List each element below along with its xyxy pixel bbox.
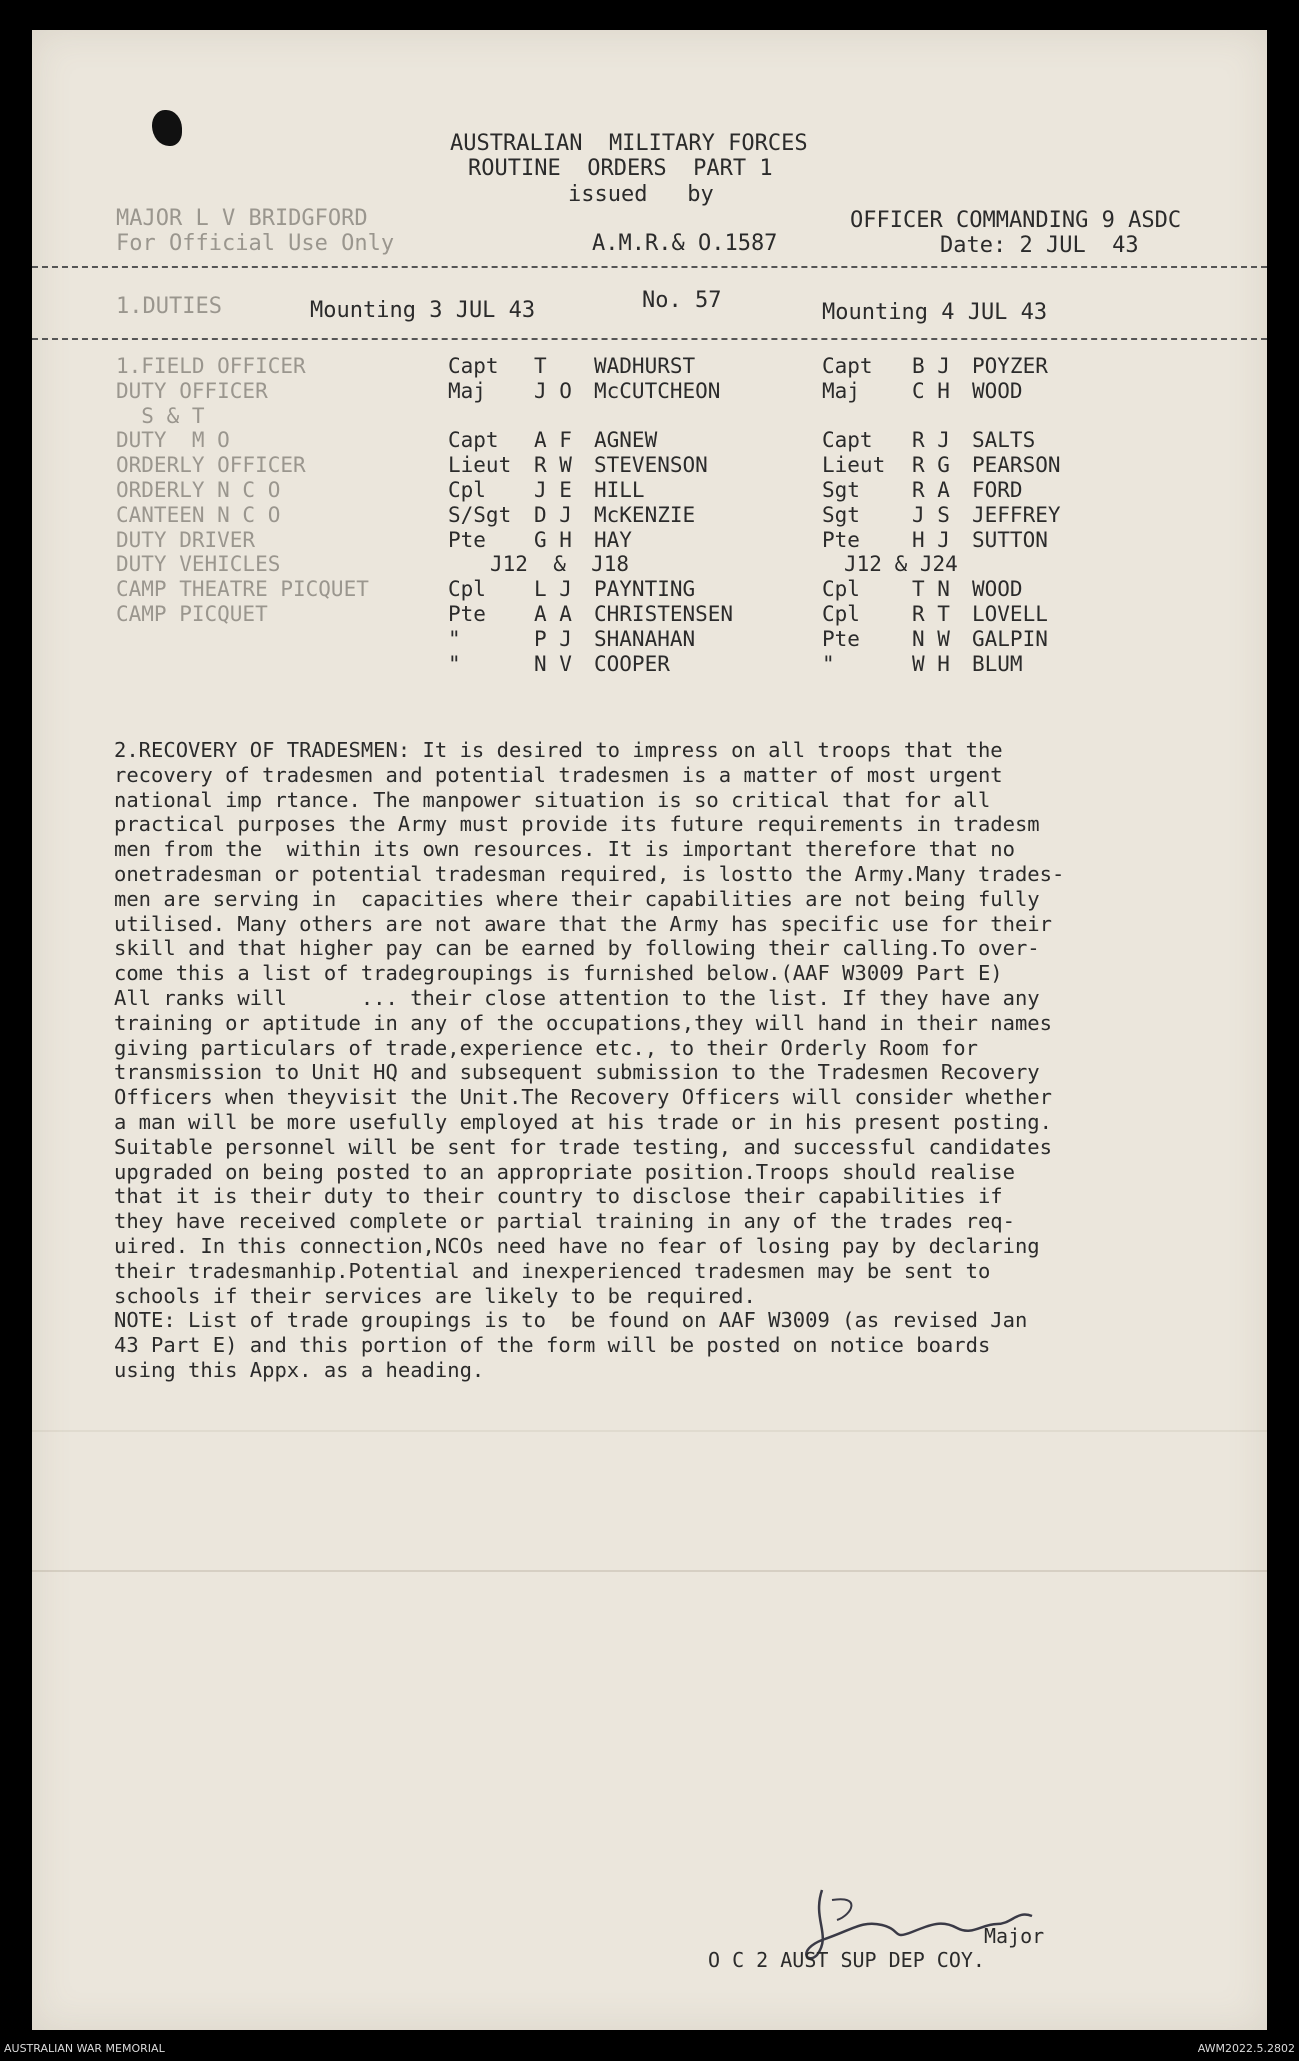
left-rank: S/Sgt <box>448 502 512 527</box>
recovery-of-tradesmen-section <box>114 738 1244 1383</box>
right-name: LOVELL <box>972 602 1048 626</box>
body-text-line: skill and that higher pay can be earned by following their calling.To over- <box>114 936 1040 961</box>
mounting-left: Mounting 3 JUL 43 <box>310 298 536 323</box>
duty-role: ORDERLY N C O <box>116 478 281 502</box>
body-text-line: Officers when theyvisit the Unit.The Recovery Officers will consider whether <box>114 1085 1052 1110</box>
right-initials: R J <box>912 428 950 453</box>
right-name: PEARSON <box>972 453 1061 478</box>
right-initials: B J <box>912 354 950 378</box>
officer-commanding: OFFICER COMMANDING 9 ASDC <box>850 208 1182 233</box>
left-initials: L J <box>534 577 572 602</box>
right-rank: Pte <box>822 626 860 651</box>
duty-role: ORDERLY OFFICER <box>116 453 306 478</box>
archive-caption: AUSTRALIAN WAR MEMORIAL <box>4 2042 165 2055</box>
right-name: JEFFREY <box>972 502 1061 527</box>
body-text-line: giving particulars of trade,experience etc., to their Orderly Room for <box>114 1035 978 1060</box>
order-number: No. 57 <box>642 288 722 313</box>
right-initials: N W <box>912 626 950 651</box>
body-text-line: men from the within its own resources. It is important therefore that no <box>114 837 1015 862</box>
left-rank: Lieut <box>448 453 512 478</box>
right-rank: Cpl <box>822 602 860 626</box>
right-rank: Pte <box>822 527 860 552</box>
right-name: POYZER <box>972 354 1048 378</box>
left-initials: J O <box>534 378 572 403</box>
left-initials: P J <box>534 626 572 651</box>
left-initials: A A <box>534 602 572 626</box>
right-initials: J12 & J24 <box>844 552 958 577</box>
right-name: SALTS <box>972 428 1036 453</box>
right-name: FORD <box>972 478 1023 502</box>
left-rank: Cpl <box>448 577 486 602</box>
fold-line <box>32 1430 1267 1432</box>
header-title: AUSTRALIAN MILITARY FORCES <box>450 131 808 156</box>
right-rank: Capt <box>822 428 873 453</box>
body-text-line: their tradesmanhip.Potential and inexperienced tradesmen may be sent to <box>114 1258 991 1283</box>
body-text-line: utilised. Many others are not aware that the Army has specific use for their <box>114 911 1052 936</box>
left-rank: " <box>448 626 461 651</box>
left-name: CHRISTENSEN <box>594 602 734 626</box>
right-initials: R G <box>912 453 950 478</box>
right-rank: " <box>822 651 835 676</box>
signatory-unit: O C 2 AUST SUP DEP COY. <box>708 1948 985 1972</box>
right-initials: C H <box>912 378 950 403</box>
signatory-rank: Major <box>984 1924 1045 1948</box>
right-name: WOOD <box>972 577 1023 602</box>
left-rank: Maj <box>448 378 486 403</box>
body-text-line: upgraded on being posted to an appropriate position.Troops should realise <box>114 1159 1015 1184</box>
right-initials: R T <box>912 602 950 626</box>
duty-role: DUTY DRIVER <box>116 527 256 552</box>
duties-heading: 1.DUTIES <box>116 294 222 319</box>
fold-line <box>32 1570 1267 1572</box>
duty-role: CANTEEN N C O <box>116 502 281 527</box>
right-initials: J S <box>912 502 950 527</box>
duty-role: DUTY VEHICLES <box>116 552 281 577</box>
right-initials: W H <box>912 651 950 676</box>
right-initials: T N <box>912 577 950 602</box>
left-name: McKENZIE <box>594 502 696 527</box>
right-rank: Maj <box>822 378 860 403</box>
right-initials: H J <box>912 527 950 552</box>
order-date: Date: 2 JUL 43 <box>940 233 1139 258</box>
left-rank: " <box>448 651 461 676</box>
body-text-line: using this Appx. as a heading. <box>114 1357 485 1382</box>
body-text-line: a man will be more usefully employed at his trade or in his present posting. <box>114 1109 1052 1134</box>
left-initials: J12 & J18 <box>490 552 630 577</box>
body-text-line: 43 Part E) and this portion of the form will be posted on notice boards <box>114 1333 991 1358</box>
body-text-line: recovery of tradesmen and potential tradesmen is a matter of most urgent <box>114 762 1003 787</box>
body-text-line: training or aptitude in any of the occupations,they will hand in their names <box>114 1010 1052 1035</box>
left-rank: Cpl <box>448 478 486 502</box>
left-initials: N V <box>534 651 572 676</box>
right-rank: Sgt <box>822 502 860 527</box>
left-name: WADHURST <box>594 354 696 378</box>
right-name: GALPIN <box>972 626 1048 651</box>
left-name: STEVENSON <box>594 453 708 478</box>
document-page <box>32 30 1267 2030</box>
right-rank: Sgt <box>822 478 860 502</box>
left-name: PAYNTING <box>594 577 696 602</box>
body-text-line: NOTE: List of trade groupings is to be found on AAF W3009 (as revised Jan <box>114 1308 1028 1333</box>
body-text-line: All ranks will ... their close attention to the list. If they have any <box>114 985 1040 1010</box>
duty-role: CAMP PICQUET <box>116 602 268 626</box>
body-text-line: 2.RECOVERY OF TRADESMEN: It is desired to impress on all troops that the <box>114 738 1003 762</box>
archive-reference: AWM2022.5.2802 <box>1197 2042 1295 2055</box>
left-name: SHANAHAN <box>594 626 696 651</box>
body-text-line: transmission to Unit HQ and subsequent submission to the Tradesmen Recovery <box>114 1060 1040 1085</box>
left-initials: T <box>534 354 547 378</box>
left-initials: D J <box>534 502 572 527</box>
right-rank: Cpl <box>822 577 860 602</box>
duty-role: CAMP THEATRE PICQUET <box>116 577 369 602</box>
header-issued-by: issued by <box>568 182 714 207</box>
body-text-line: come this a list of tradegroupings is furnished below.(AAF W3009 Part E) <box>114 961 1003 986</box>
right-rank: Lieut <box>822 453 886 478</box>
body-text-line: Suitable personnel will be sent for trade testing, and successful candidates <box>114 1134 1052 1159</box>
left-rank: Pte <box>448 527 486 552</box>
header-subtitle: ROUTINE ORDERS PART 1 <box>468 156 773 181</box>
mounting-right: Mounting 4 JUL 43 <box>822 300 1048 325</box>
punch-hole <box>152 110 182 146</box>
duty-role: DUTY OFFICER <box>116 378 268 403</box>
left-name: HAY <box>594 527 632 552</box>
amr-reference: A.M.R.& O.1587 <box>592 231 778 256</box>
duty-role: DUTY M O <box>116 428 230 453</box>
duties-rule <box>32 338 1267 340</box>
left-initials: G H <box>534 527 572 552</box>
right-name: BLUM <box>972 651 1023 676</box>
left-initials: R W <box>534 453 572 478</box>
issuer-name: MAJOR L V BRIDGFORD <box>116 206 368 231</box>
left-name: AGNEW <box>594 428 658 453</box>
left-name: COOPER <box>594 651 670 676</box>
body-text-line: schools if their services are likely to be required. <box>114 1283 756 1308</box>
right-rank: Capt <box>822 354 873 378</box>
duty-role: S & T <box>116 403 205 428</box>
body-text-line: they have received complete or partial training in any of the trades req- <box>114 1209 1015 1234</box>
body-text-line: national imp rtance. The manpower situation is so critical that for all <box>114 787 991 812</box>
left-rank: Capt <box>448 428 499 453</box>
official-use-label: For Official Use Only <box>116 231 395 256</box>
left-initials: A F <box>534 428 572 453</box>
duty-role: 1.FIELD OFFICER <box>116 354 306 378</box>
left-name: HILL <box>594 478 645 502</box>
body-text-line: men are serving in capacities where their capabilities are not being fully <box>114 886 1040 911</box>
body-text-line: uired. In this connection,NCOs need have no fear of losing pay by declaring <box>114 1233 1040 1258</box>
right-initials: R A <box>912 478 950 502</box>
right-name: SUTTON <box>972 527 1048 552</box>
left-rank: Pte <box>448 602 486 626</box>
left-initials: J E <box>534 478 572 502</box>
body-text-line: that it is their duty to their country to disclose their capabilities if <box>114 1184 1003 1209</box>
left-rank: Capt <box>448 354 499 378</box>
header-rule <box>32 266 1267 268</box>
right-name: WOOD <box>972 378 1023 403</box>
body-text-line: onetradesman or potential tradesman required, is lostto the Army.Many trades- <box>114 861 1065 886</box>
left-name: McCUTCHEON <box>594 378 721 403</box>
body-text-line: practical purposes the Army must provide its future requirements in tradesm <box>114 812 1040 837</box>
